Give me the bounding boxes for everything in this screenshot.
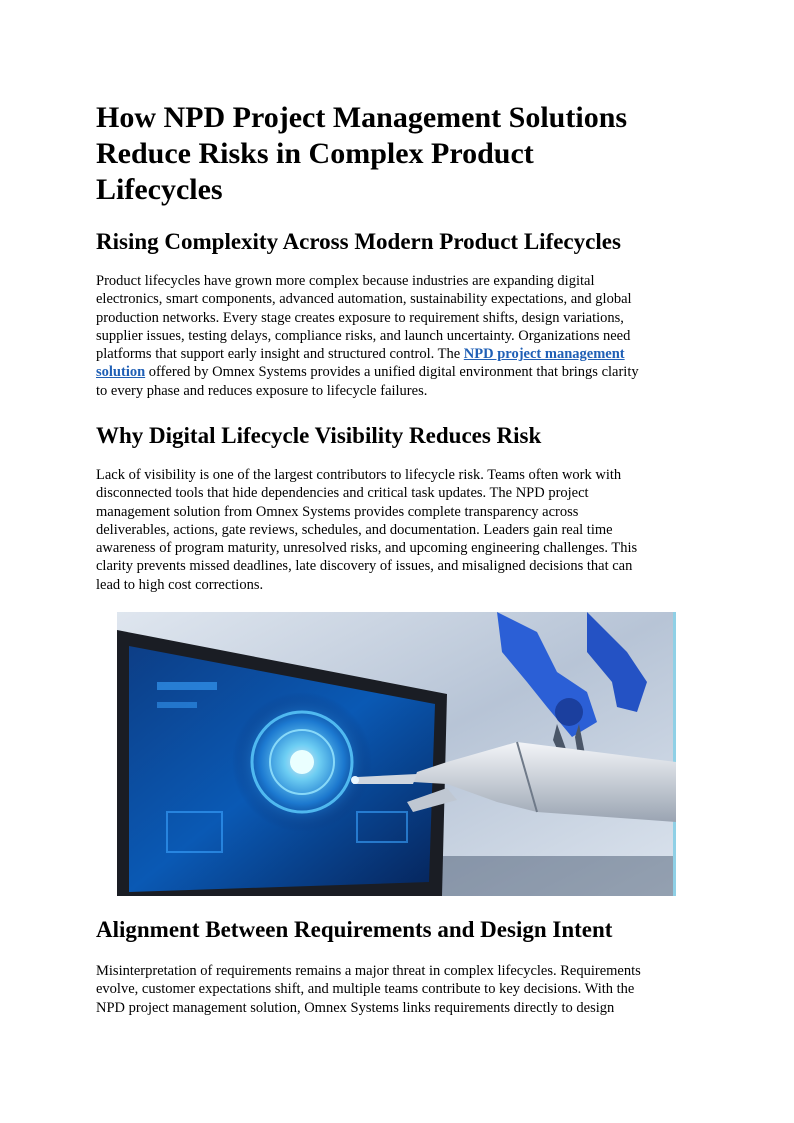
p2-line: Lack of visibility is one of the largest contributors to lifecycle risk. Teams often work with — [96, 467, 622, 483]
p2-line: management solution from Omnex Systems provides complete transparency across — [96, 503, 579, 520]
p1-line: production networks. Every stage creates exposure to requirement shifts, design variations, — [96, 309, 624, 326]
p3-line: NPD project management solution, Omnex Systems links requirements directly to design — [96, 999, 615, 1016]
section-heading-1: Rising Complexity Across Modern Product Lifecycles — [96, 229, 621, 254]
p2-line: deliverables, actions, gate reviews, schedules, and documentation. Leaders gain real time — [96, 521, 613, 538]
p2-line: lead to high cost corrections. — [96, 576, 264, 593]
p3-line: Misinterpretation of requirements remains a major threat in complex lifecycles. Requirements — [96, 963, 641, 979]
p1-line: solution offered by Omnex Systems provides a unified digital environment that brings clarity — [96, 364, 639, 381]
p1-line: platforms that support early insight and structured control. The NPD project management — [96, 346, 625, 363]
section-heading-2: Why Digital Lifecycle Visibility Reduces Risk — [96, 423, 542, 448]
npd-solution-link-cont[interactable]: solution — [96, 364, 146, 381]
section-2-paragraph — [96, 466, 698, 594]
p2-line: disconnected tools that hide dependencies and critical task updates. The NPD project — [96, 485, 589, 502]
p3-line: evolve, customer expectations shift, and multiple teams contribute to key decisions. With the — [96, 981, 635, 998]
p1-line: electronics, smart components, advanced automation, sustainability expectations, and global — [96, 291, 632, 308]
section-1-paragraph — [96, 272, 698, 400]
p1-line: to every phase and reduces exposure to lifecycle failures. — [96, 382, 428, 399]
illustration-svg — [117, 612, 676, 896]
section-heading-3: Alignment Between Requirements and Design Intent — [96, 917, 613, 942]
p2-line: clarity prevents missed deadlines, late discovery of issues, and misaligned decisions that can — [96, 558, 633, 575]
robot-hand-tablet-image — [117, 612, 676, 896]
p1-line: Product lifecycles have grown more complex because industries are expanding digital — [96, 273, 595, 289]
page-title: How NPD Project Management Solutions Reduce Risks in Complex Product Lifecycles — [96, 101, 628, 206]
section-3-paragraph — [96, 962, 698, 1017]
p2-line: awareness of program maturity, unresolved risks, and upcoming engineering challenges. This — [96, 540, 638, 557]
p1-line: supplier issues, testing delays, compliance risks, and launch uncertainty. Organizations need — [96, 327, 631, 344]
npd-solution-link[interactable]: NPD project management — [463, 346, 625, 363]
